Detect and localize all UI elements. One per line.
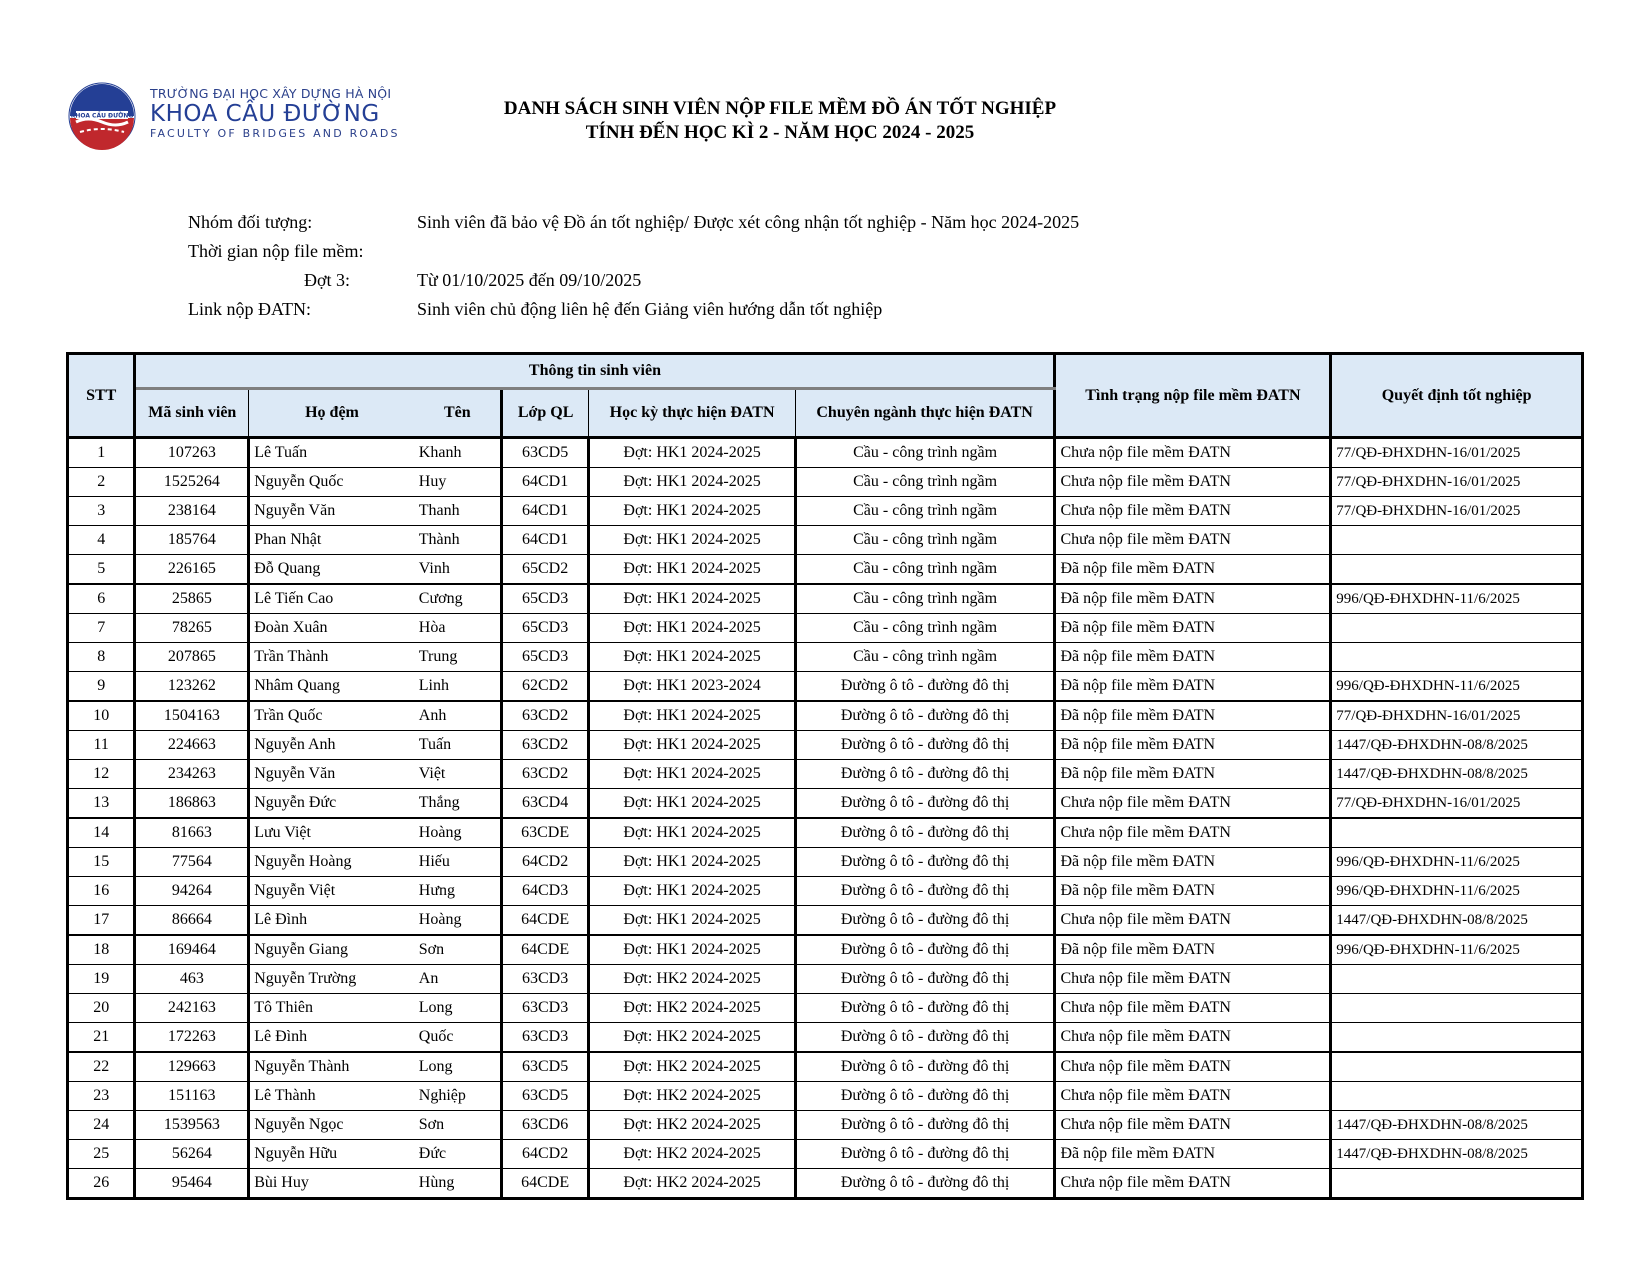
row-middle-name: Nguyễn Hoàng <box>249 848 415 877</box>
row-class: 62CD2 <box>501 672 589 702</box>
row-class: 63CD2 <box>501 731 589 760</box>
row-decision <box>1331 994 1583 1023</box>
table-row <box>68 935 1583 965</box>
row-class: 65CD2 <box>501 555 589 585</box>
row-stt: 24 <box>68 1111 135 1140</box>
row-semester: Đợt: HK2 2024-2025 <box>589 1111 795 1140</box>
row-decision: 1447/QĐ-ĐHXDHN-08/8/2025 <box>1331 731 1583 760</box>
row-middle-name: Nguyễn Trường <box>249 965 415 994</box>
row-semester: Đợt: HK2 2024-2025 <box>589 1052 795 1082</box>
row-first-name: Nghiệp <box>415 1082 502 1111</box>
row-semester: Đợt: HK1 2024-2025 <box>589 555 795 585</box>
row-class: 63CD3 <box>501 965 589 994</box>
row-stt: 7 <box>68 614 135 643</box>
header-decision: Quyết định tốt nghiệp <box>1331 354 1583 438</box>
row-major: Đường ô tô - đường đô thị <box>795 848 1055 877</box>
row-major: Đường ô tô - đường đô thị <box>795 965 1055 994</box>
group-label: Nhóm đối tượng: <box>188 212 313 232</box>
row-middle-name: Lê Đình <box>249 906 415 936</box>
row-middle-name: Nguyễn Giang <box>249 935 415 965</box>
row-decision <box>1331 1082 1583 1111</box>
row-class: 64CD3 <box>501 877 589 906</box>
row-semester: Đợt: HK1 2024-2025 <box>589 848 795 877</box>
time-label: Thời gian nộp file mềm: <box>188 241 364 261</box>
row-middle-name: Nguyễn Hữu <box>249 1140 415 1169</box>
row-first-name: Khanh <box>415 438 502 468</box>
row-major: Cầu - công trình ngầm <box>795 614 1055 643</box>
row-middle-name: Đỗ Quang <box>249 555 415 585</box>
row-stt: 6 <box>68 584 135 614</box>
row-major: Cầu - công trình ngầm <box>795 497 1055 526</box>
table-row <box>68 1169 1583 1199</box>
row-first-name: Hiếu <box>415 848 502 877</box>
row-student-id: 151163 <box>135 1082 249 1111</box>
row-student-id: 207865 <box>135 643 249 672</box>
row-first-name: Thành <box>415 526 502 555</box>
row-student-id: 1504163 <box>135 701 249 731</box>
table-row <box>68 1082 1583 1111</box>
link-label: Link nộp ĐATN: <box>188 299 311 319</box>
row-stt: 26 <box>68 1169 135 1199</box>
row-semester: Đợt: HK1 2024-2025 <box>589 701 795 731</box>
row-semester: Đợt: HK1 2024-2025 <box>589 468 795 497</box>
row-middle-name: Lưu Việt <box>249 818 415 848</box>
row-middle-name: Tô Thiên <box>249 994 415 1023</box>
row-first-name: Thanh <box>415 497 502 526</box>
table-row <box>68 672 1583 702</box>
row-middle-name: Nhâm Quang <box>249 672 415 702</box>
row-status: Chưa nộp file mềm ĐATN <box>1055 1169 1331 1199</box>
row-first-name: Đức <box>415 1140 502 1169</box>
row-student-id: 234263 <box>135 760 249 789</box>
row-major: Đường ô tô - đường đô thị <box>795 1082 1055 1111</box>
row-stt: 20 <box>68 994 135 1023</box>
document-title <box>400 97 1160 145</box>
row-first-name: Cương <box>415 584 502 614</box>
title-line-2: TÍNH ĐẾN HỌC KÌ 2 - NĂM HỌC 2024 - 2025 <box>585 122 975 143</box>
row-student-id: 172263 <box>135 1023 249 1053</box>
table-row <box>68 614 1583 643</box>
header-semester: Học kỳ thực hiện ĐATN <box>589 389 795 438</box>
row-class: 65CD3 <box>501 643 589 672</box>
row-stt: 23 <box>68 1082 135 1111</box>
row-status: Chưa nộp file mềm ĐATN <box>1055 1023 1331 1053</box>
row-class: 63CD5 <box>501 1052 589 1082</box>
table-row <box>68 526 1583 555</box>
row-decision: 996/QĐ-ĐHXDHN-11/6/2025 <box>1331 877 1583 906</box>
row-semester: Đợt: HK1 2024-2025 <box>589 877 795 906</box>
row-status: Đã nộp file mềm ĐATN <box>1055 701 1331 731</box>
row-stt: 15 <box>68 848 135 877</box>
row-middle-name: Trần Thành <box>249 643 415 672</box>
row-major: Đường ô tô - đường đô thị <box>795 672 1055 702</box>
row-major: Đường ô tô - đường đô thị <box>795 906 1055 936</box>
row-major: Đường ô tô - đường đô thị <box>795 731 1055 760</box>
row-class: 63CD4 <box>501 789 589 819</box>
row-semester: Đợt: HK2 2024-2025 <box>589 994 795 1023</box>
row-class: 63CD2 <box>501 760 589 789</box>
table-row <box>68 994 1583 1023</box>
row-decision: 77/QĐ-ĐHXDHN-16/01/2025 <box>1331 789 1583 819</box>
row-first-name: Linh <box>415 672 502 702</box>
row-middle-name: Bùi Huy <box>249 1169 415 1199</box>
row-major: Đường ô tô - đường đô thị <box>795 789 1055 819</box>
row-stt: 18 <box>68 935 135 965</box>
table-row <box>68 1140 1583 1169</box>
header-student-info: Thông tin sinh viên <box>135 354 1055 389</box>
row-first-name: Long <box>415 994 502 1023</box>
faculty-logo-icon <box>68 82 136 150</box>
row-status: Chưa nộp file mềm ĐATN <box>1055 497 1331 526</box>
faculty-name-en: FACULTY OF BRIDGES AND ROADS <box>150 127 400 140</box>
row-class: 64CD1 <box>501 526 589 555</box>
row-student-id: 78265 <box>135 614 249 643</box>
row-class: 63CD5 <box>501 438 589 468</box>
row-class: 65CD3 <box>501 584 589 614</box>
row-stt: 2 <box>68 468 135 497</box>
row-decision <box>1331 1052 1583 1082</box>
row-class: 63CD3 <box>501 1023 589 1053</box>
row-first-name: Trung <box>415 643 502 672</box>
row-class: 63CD3 <box>501 994 589 1023</box>
row-semester: Đợt: HK1 2024-2025 <box>589 438 795 468</box>
table-row <box>68 1111 1583 1140</box>
row-decision <box>1331 526 1583 555</box>
row-first-name: Hưng <box>415 877 502 906</box>
row-student-id: 238164 <box>135 497 249 526</box>
logo-label: KHOA CẦU ĐƯỜNG <box>70 112 134 120</box>
row-middle-name: Trần Quốc <box>249 701 415 731</box>
row-decision: 996/QĐ-ĐHXDHN-11/6/2025 <box>1331 935 1583 965</box>
row-stt: 25 <box>68 1140 135 1169</box>
row-status: Chưa nộp file mềm ĐATN <box>1055 438 1331 468</box>
row-middle-name: Lê Tuấn <box>249 438 415 468</box>
row-status: Đã nộp file mềm ĐATN <box>1055 672 1331 702</box>
header-student-id: Mã sinh viên <box>135 389 249 438</box>
row-semester: Đợt: HK1 2024-2025 <box>589 731 795 760</box>
row-semester: Đợt: HK1 2024-2025 <box>589 526 795 555</box>
row-first-name: Việt <box>415 760 502 789</box>
row-middle-name: Nguyễn Thành <box>249 1052 415 1082</box>
table-row <box>68 818 1583 848</box>
table-row <box>68 1052 1583 1082</box>
table-row <box>68 848 1583 877</box>
row-semester: Đợt: HK1 2023-2024 <box>589 672 795 702</box>
row-status: Đã nộp file mềm ĐATN <box>1055 877 1331 906</box>
row-student-id: 1525264 <box>135 468 249 497</box>
row-major: Cầu - công trình ngầm <box>795 643 1055 672</box>
row-stt: 21 <box>68 1023 135 1053</box>
header-class: Lớp QL <box>501 389 589 438</box>
table-row <box>68 877 1583 906</box>
row-status: Đã nộp file mềm ĐATN <box>1055 614 1331 643</box>
row-major: Cầu - công trình ngầm <box>795 468 1055 497</box>
row-status: Chưa nộp file mềm ĐATN <box>1055 906 1331 936</box>
row-first-name: An <box>415 965 502 994</box>
row-major: Đường ô tô - đường đô thị <box>795 1052 1055 1082</box>
table-row <box>68 584 1583 614</box>
header-middle-name: Họ đệm <box>249 389 415 438</box>
row-semester: Đợt: HK1 2024-2025 <box>589 789 795 819</box>
row-semester: Đợt: HK2 2024-2025 <box>589 1023 795 1053</box>
row-student-id: 169464 <box>135 935 249 965</box>
row-middle-name: Nguyễn Văn <box>249 497 415 526</box>
row-student-id: 107263 <box>135 438 249 468</box>
row-decision <box>1331 965 1583 994</box>
row-stt: 5 <box>68 555 135 585</box>
table-row <box>68 760 1583 789</box>
row-major: Đường ô tô - đường đô thị <box>795 701 1055 731</box>
row-first-name: Thắng <box>415 789 502 819</box>
row-decision <box>1331 614 1583 643</box>
row-middle-name: Phan Nhật <box>249 526 415 555</box>
header-major: Chuyên ngành thực hiện ĐATN <box>795 389 1055 438</box>
row-status: Đã nộp file mềm ĐATN <box>1055 848 1331 877</box>
row-first-name: Anh <box>415 701 502 731</box>
row-class: 64CDE <box>501 906 589 936</box>
row-stt: 19 <box>68 965 135 994</box>
row-decision: 1447/QĐ-ĐHXDHN-08/8/2025 <box>1331 1140 1583 1169</box>
row-major: Đường ô tô - đường đô thị <box>795 1023 1055 1053</box>
row-class: 64CD2 <box>501 848 589 877</box>
row-class: 63CD5 <box>501 1082 589 1111</box>
row-student-id: 186863 <box>135 789 249 819</box>
row-decision: 996/QĐ-ĐHXDHN-11/6/2025 <box>1331 584 1583 614</box>
row-semester: Đợt: HK1 2024-2025 <box>589 935 795 965</box>
row-semester: Đợt: HK2 2024-2025 <box>589 965 795 994</box>
title-line-1: DANH SÁCH SINH VIÊN NỘP FILE MỀM ĐỒ ÁN TỐT NGHIỆP <box>503 98 1057 119</box>
row-stt: 22 <box>68 1052 135 1082</box>
row-student-id: 1539563 <box>135 1111 249 1140</box>
row-middle-name: Đoàn Xuân <box>249 614 415 643</box>
row-major: Đường ô tô - đường đô thị <box>795 818 1055 848</box>
table-body <box>68 438 1583 1199</box>
row-semester: Đợt: HK1 2024-2025 <box>589 584 795 614</box>
row-decision: 77/QĐ-ĐHXDHN-16/01/2025 <box>1331 438 1583 468</box>
row-major: Đường ô tô - đường đô thị <box>795 877 1055 906</box>
row-first-name: Long <box>415 1052 502 1082</box>
row-stt: 14 <box>68 818 135 848</box>
row-semester: Đợt: HK2 2024-2025 <box>589 1169 795 1199</box>
group-value: Sinh viên đã bảo vệ Đồ án tốt nghiệp/ Được xét công nhận tốt nghiệp - Năm học 2024-2025 <box>417 212 1080 232</box>
faculty-name: KHOA CẦU ĐƯỜNG <box>150 101 380 127</box>
row-student-id: 81663 <box>135 818 249 848</box>
table-row <box>68 701 1583 731</box>
row-stt: 3 <box>68 497 135 526</box>
row-middle-name: Nguyễn Ngọc <box>249 1111 415 1140</box>
row-status: Đã nộp file mềm ĐATN <box>1055 555 1331 585</box>
row-class: 65CD3 <box>501 614 589 643</box>
row-middle-name: Nguyễn Anh <box>249 731 415 760</box>
row-middle-name: Nguyễn Đức <box>249 789 415 819</box>
row-decision <box>1331 818 1583 848</box>
link-value: Sinh viên chủ động liên hệ đến Giảng viên hướng dẫn tốt nghiệp <box>417 299 883 319</box>
row-status: Đã nộp file mềm ĐATN <box>1055 935 1331 965</box>
row-first-name: Quốc <box>415 1023 502 1053</box>
row-stt: 13 <box>68 789 135 819</box>
row-decision: 996/QĐ-ĐHXDHN-11/6/2025 <box>1331 848 1583 877</box>
row-class: 64CD1 <box>501 468 589 497</box>
row-major: Cầu - công trình ngầm <box>795 555 1055 585</box>
row-decision: 1447/QĐ-ĐHXDHN-08/8/2025 <box>1331 906 1583 936</box>
row-decision: 1447/QĐ-ĐHXDHN-08/8/2025 <box>1331 1111 1583 1140</box>
row-first-name: Hoàng <box>415 906 502 936</box>
row-status: Đã nộp file mềm ĐATN <box>1055 731 1331 760</box>
row-stt: 12 <box>68 760 135 789</box>
row-stt: 10 <box>68 701 135 731</box>
row-major: Cầu - công trình ngầm <box>795 438 1055 468</box>
row-class: 64CDE <box>501 1169 589 1199</box>
row-major: Cầu - công trình ngầm <box>795 526 1055 555</box>
row-major: Đường ô tô - đường đô thị <box>795 935 1055 965</box>
row-stt: 16 <box>68 877 135 906</box>
row-student-id: 94264 <box>135 877 249 906</box>
row-status: Đã nộp file mềm ĐATN <box>1055 584 1331 614</box>
row-student-id: 56264 <box>135 1140 249 1169</box>
row-status: Đã nộp file mềm ĐATN <box>1055 760 1331 789</box>
row-status: Chưa nộp file mềm ĐATN <box>1055 468 1331 497</box>
round-value: Từ 01/10/2025 đến 09/10/2025 <box>417 270 642 290</box>
row-semester: Đợt: HK1 2024-2025 <box>589 818 795 848</box>
row-decision <box>1331 555 1583 585</box>
row-middle-name: Nguyễn Văn <box>249 760 415 789</box>
row-student-id: 129663 <box>135 1052 249 1082</box>
row-decision <box>1331 1023 1583 1053</box>
row-semester: Đợt: HK2 2024-2025 <box>589 1082 795 1111</box>
table-row <box>68 906 1583 936</box>
row-middle-name: Nguyễn Việt <box>249 877 415 906</box>
row-major: Đường ô tô - đường đô thị <box>795 1140 1055 1169</box>
university-name: TRƯỜNG ĐẠI HỌC XÂY DỰNG HÀ NỘI <box>150 86 392 101</box>
row-middle-name: Lê Tiến Cao <box>249 584 415 614</box>
row-class: 64CD1 <box>501 497 589 526</box>
row-major: Đường ô tô - đường đô thị <box>795 1169 1055 1199</box>
row-first-name: Tuấn <box>415 731 502 760</box>
row-status: Đã nộp file mềm ĐATN <box>1055 643 1331 672</box>
table-row <box>68 1023 1583 1053</box>
header-first-name: Tên <box>415 389 502 438</box>
row-middle-name: Lê Đình <box>249 1023 415 1053</box>
row-decision <box>1331 1169 1583 1199</box>
row-student-id: 224663 <box>135 731 249 760</box>
row-class: 63CD6 <box>501 1111 589 1140</box>
row-decision <box>1331 643 1583 672</box>
row-class: 63CDE <box>501 818 589 848</box>
row-decision: 77/QĐ-ĐHXDHN-16/01/2025 <box>1331 497 1583 526</box>
row-student-id: 123262 <box>135 672 249 702</box>
row-stt: 1 <box>68 438 135 468</box>
table-row <box>68 789 1583 819</box>
row-student-id: 77564 <box>135 848 249 877</box>
row-middle-name: Lê Thành <box>249 1082 415 1111</box>
row-stt: 17 <box>68 906 135 936</box>
row-student-id: 185764 <box>135 526 249 555</box>
row-status: Chưa nộp file mềm ĐATN <box>1055 818 1331 848</box>
row-student-id: 86664 <box>135 906 249 936</box>
row-status: Chưa nộp file mềm ĐATN <box>1055 1082 1331 1111</box>
row-student-id: 25865 <box>135 584 249 614</box>
row-decision: 77/QĐ-ĐHXDHN-16/01/2025 <box>1331 468 1583 497</box>
row-semester: Đợt: HK1 2024-2025 <box>589 906 795 936</box>
row-stt: 4 <box>68 526 135 555</box>
row-status: Chưa nộp file mềm ĐATN <box>1055 1111 1331 1140</box>
row-first-name: Sơn <box>415 935 502 965</box>
row-first-name: Hòa <box>415 614 502 643</box>
row-semester: Đợt: HK1 2024-2025 <box>589 497 795 526</box>
row-first-name: Hùng <box>415 1169 502 1199</box>
table-row <box>68 555 1583 585</box>
row-status: Chưa nộp file mềm ĐATN <box>1055 994 1331 1023</box>
table-row <box>68 965 1583 994</box>
student-table <box>66 352 1584 1200</box>
row-stt: 8 <box>68 643 135 672</box>
row-status: Đã nộp file mềm ĐATN <box>1055 1140 1331 1169</box>
row-major: Đường ô tô - đường đô thị <box>795 760 1055 789</box>
row-middle-name: Nguyễn Quốc <box>249 468 415 497</box>
row-major: Cầu - công trình ngầm <box>795 584 1055 614</box>
table-row <box>68 643 1583 672</box>
row-stt: 9 <box>68 672 135 702</box>
row-student-id: 242163 <box>135 994 249 1023</box>
row-decision: 996/QĐ-ĐHXDHN-11/6/2025 <box>1331 672 1583 702</box>
row-decision: 77/QĐ-ĐHXDHN-16/01/2025 <box>1331 701 1583 731</box>
row-semester: Đợt: HK1 2024-2025 <box>589 643 795 672</box>
faculty-brand <box>150 86 400 140</box>
row-first-name: Huy <box>415 468 502 497</box>
round-label: Đợt 3: <box>304 270 351 290</box>
row-status: Chưa nộp file mềm ĐATN <box>1055 1052 1331 1082</box>
row-student-id: 226165 <box>135 555 249 585</box>
table-row <box>68 731 1583 760</box>
table-row <box>68 438 1583 468</box>
row-class: 63CD2 <box>501 701 589 731</box>
row-major: Đường ô tô - đường đô thị <box>795 1111 1055 1140</box>
row-first-name: Hoàng <box>415 818 502 848</box>
row-first-name: Sơn <box>415 1111 502 1140</box>
row-semester: Đợt: HK1 2024-2025 <box>589 614 795 643</box>
row-student-id: 95464 <box>135 1169 249 1199</box>
header-status: Tình trạng nộp file mềm ĐATN <box>1055 354 1331 438</box>
row-major: Đường ô tô - đường đô thị <box>795 994 1055 1023</box>
row-stt: 11 <box>68 731 135 760</box>
row-status: Chưa nộp file mềm ĐATN <box>1055 526 1331 555</box>
row-semester: Đợt: HK1 2024-2025 <box>589 760 795 789</box>
row-semester: Đợt: HK2 2024-2025 <box>589 1140 795 1169</box>
table-row <box>68 468 1583 497</box>
table-row <box>68 497 1583 526</box>
row-class: 64CDE <box>501 935 589 965</box>
row-status: Chưa nộp file mềm ĐATN <box>1055 965 1331 994</box>
row-decision: 1447/QĐ-ĐHXDHN-08/8/2025 <box>1331 760 1583 789</box>
header-stt: STT <box>68 354 135 438</box>
row-first-name: Vinh <box>415 555 502 585</box>
row-class: 64CD2 <box>501 1140 589 1169</box>
row-student-id: 463 <box>135 965 249 994</box>
row-status: Chưa nộp file mềm ĐATN <box>1055 789 1331 819</box>
